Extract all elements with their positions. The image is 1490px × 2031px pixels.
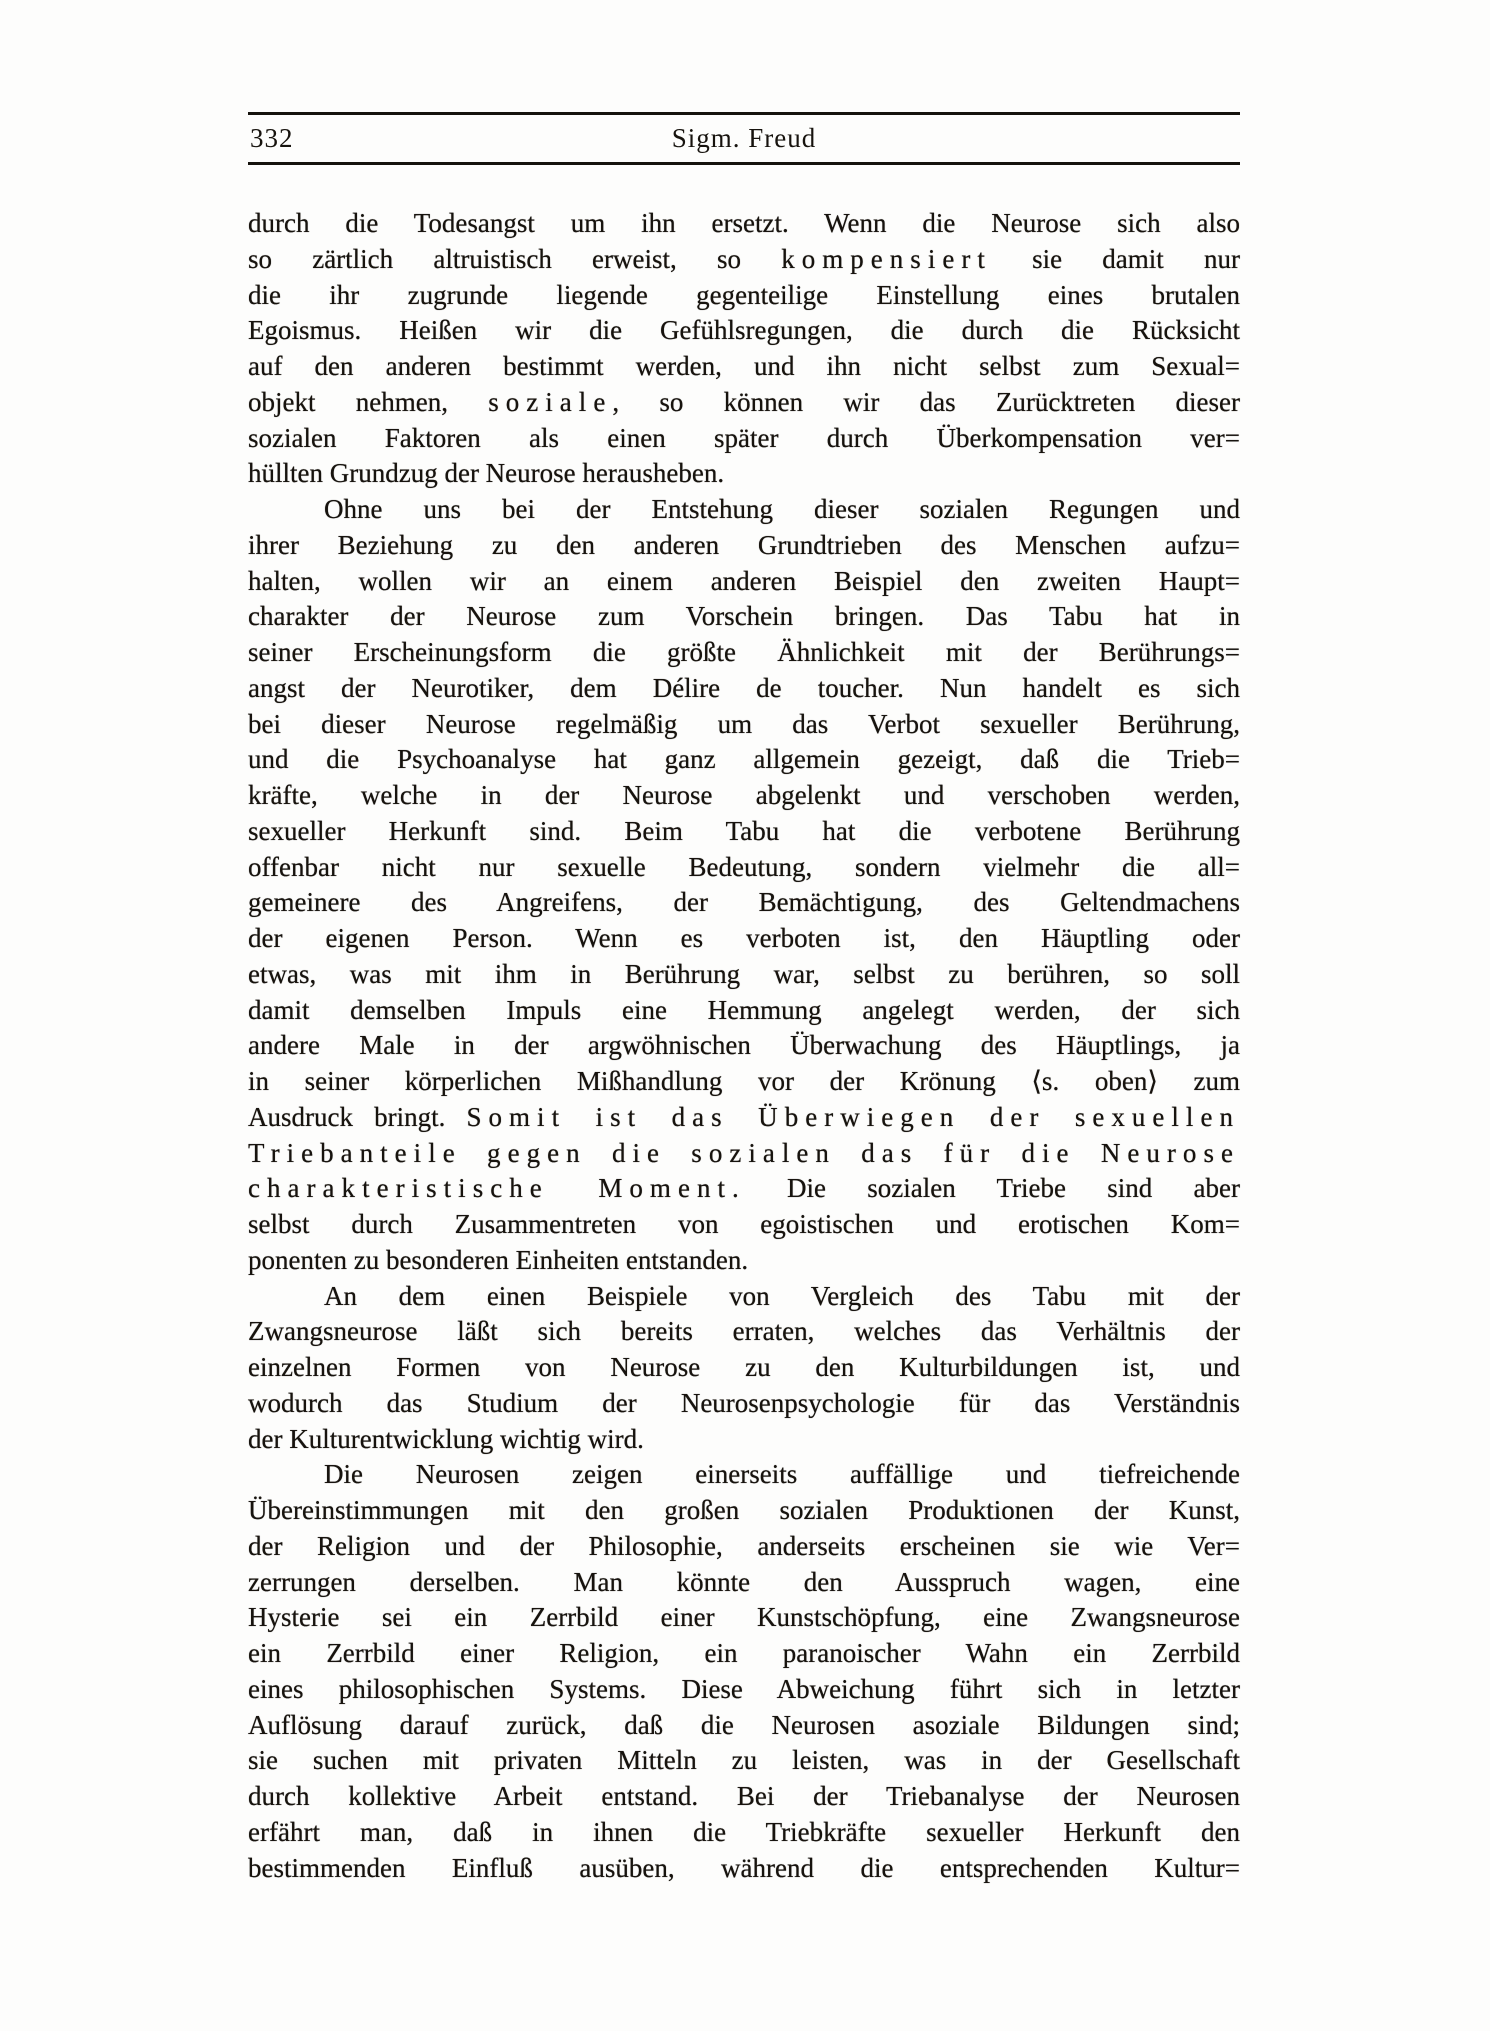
text-line bbox=[248, 242, 1240, 278]
text-run: selbst durch Zusammentreten von egoistischen und erotischen Kom= bbox=[248, 1209, 1240, 1239]
text-run: sie suchen mit privaten Mitteln zu leisten, was in der Gesellschaft bbox=[248, 1745, 1240, 1776]
page-number: 332 bbox=[250, 123, 294, 153]
text-run: auf den anderen bestimmt werden, und ihn nicht selbst zum Sexual= bbox=[248, 351, 1240, 381]
text-run: andere Male in der argwöhnischen Überwachung des Häuptlings, ja bbox=[248, 1030, 1240, 1061]
text-line bbox=[248, 278, 1240, 314]
text-run: , so können wir das Zurücktreten dieser bbox=[612, 386, 1240, 417]
text-run: sexueller Herkunft sind. Beim Tabu hat die verbotene Berührung bbox=[248, 815, 1240, 846]
text-run: hüllten Grundzug der Neurose herausheben. bbox=[248, 458, 725, 489]
text-line bbox=[248, 385, 1240, 421]
text-run: eines philosophischen Systems. Diese Abweichung führt sich in letzter bbox=[248, 1673, 1240, 1704]
text-line bbox=[248, 1636, 1240, 1672]
letter-spaced-emphasis: Somit ist das Überwiegen der sexuellen bbox=[466, 1101, 1240, 1132]
text-line bbox=[248, 1314, 1240, 1350]
text-run: Hysterie sei ein Zerrbild einer Kunstschöpfung, eine Zwangsneurose bbox=[248, 1602, 1240, 1633]
text-line bbox=[248, 850, 1240, 886]
text-line bbox=[248, 1064, 1240, 1100]
text-run: durch die Todesangst um ihn ersetzt. Wenn die Neurose sich also bbox=[248, 208, 1240, 238]
text-run: ihrer Beziehung zu den anderen Grundtrieben des Menschen aufzu= bbox=[248, 529, 1240, 560]
text-line bbox=[248, 1243, 1240, 1279]
text-line bbox=[248, 1422, 1240, 1458]
text-line bbox=[248, 993, 1240, 1029]
text-run: in seiner körperlichen Mißhandlung vor der Krönung ⟨s. oben⟩ zum bbox=[248, 1066, 1240, 1096]
text-run: offenbar nicht nur sexuelle Bedeutung, sondern vielmehr die all= bbox=[248, 851, 1240, 882]
text-run: objekt nehmen, bbox=[248, 386, 489, 417]
letter-spaced-emphasis: soziale bbox=[488, 386, 613, 417]
text-line bbox=[248, 349, 1240, 385]
text-line bbox=[248, 814, 1240, 850]
text-line bbox=[248, 1529, 1240, 1565]
paragraph bbox=[248, 206, 1240, 492]
text-run: wodurch das Studium der Neurosenpsychologie für das Verständnis bbox=[248, 1387, 1240, 1418]
text-line bbox=[248, 1779, 1240, 1815]
text-run: bestimmenden Einfluß ausüben, während die entsprechenden Kultur= bbox=[248, 1852, 1240, 1883]
text-line bbox=[248, 1851, 1240, 1887]
text-line bbox=[248, 1708, 1240, 1744]
text-run: sie damit nur bbox=[991, 243, 1240, 274]
text-line bbox=[248, 635, 1240, 671]
text-run: damit demselben Impuls eine Hemmung angelegt werden, der sich bbox=[248, 994, 1240, 1025]
text-line bbox=[248, 1815, 1240, 1851]
text-line bbox=[248, 1457, 1240, 1493]
text-line bbox=[248, 1136, 1240, 1172]
text-run: halten, wollen wir an einem anderen Beispiel den zweiten Haupt= bbox=[248, 565, 1240, 596]
paragraph bbox=[248, 492, 1240, 1279]
text-line bbox=[248, 1743, 1240, 1779]
text-line bbox=[248, 1279, 1240, 1315]
text-run: so zärtlich altruistisch erweist, so bbox=[248, 243, 782, 274]
text-run: Egoismus. Heißen wir die Gefühlsregungen, die durch die Rücksicht bbox=[248, 315, 1240, 346]
text-run: sozialen Faktoren als einen später durch Überkompensation ver= bbox=[248, 422, 1240, 453]
text-run: Die Neurosen zeigen einerseits auffällige und tiefreichende bbox=[324, 1459, 1240, 1490]
running-header bbox=[248, 112, 1240, 165]
text-line bbox=[248, 778, 1240, 814]
text-line bbox=[248, 957, 1240, 993]
text-line bbox=[248, 456, 1240, 492]
text-line bbox=[248, 1207, 1240, 1243]
text-line bbox=[248, 1600, 1240, 1636]
text-run: durch kollektive Arbeit entstand. Bei der Triebanalyse der Neurosen bbox=[248, 1781, 1240, 1811]
text-line bbox=[248, 1350, 1240, 1386]
text-line bbox=[248, 1672, 1240, 1708]
text-line bbox=[248, 1028, 1240, 1064]
text-run: Auflösung darauf zurück, daß die Neurosen asoziale Bildungen sind; bbox=[248, 1709, 1240, 1740]
text-line bbox=[248, 1565, 1240, 1601]
text-line bbox=[248, 742, 1240, 778]
text-line bbox=[248, 528, 1240, 564]
text-run: Ohne uns bei der Entstehung dieser sozialen Regungen und bbox=[324, 494, 1240, 524]
paragraph bbox=[248, 1279, 1240, 1458]
text-line bbox=[248, 1100, 1240, 1136]
text-run: Die sozialen Triebe sind aber bbox=[745, 1173, 1240, 1204]
letter-spaced-emphasis: kompensiert bbox=[781, 243, 992, 274]
text-line bbox=[248, 313, 1240, 349]
text-run: angst der Neurotiker, dem Délire de toucher. Nun handelt es sich bbox=[248, 672, 1240, 703]
text-run: gemeinere des Angreifens, der Bemächtigung, des Geltendmachens bbox=[248, 887, 1240, 918]
text-run: Übereinstimmungen mit den großen sozialen Produktionen der Kunst, bbox=[248, 1495, 1240, 1525]
text-line bbox=[248, 599, 1240, 635]
text-line bbox=[248, 421, 1240, 457]
letter-spaced-emphasis: Triebanteile gegen die sozialen das für die Neurose bbox=[248, 1137, 1240, 1168]
running-head-title: Sigm. Freud bbox=[671, 123, 817, 153]
text-run: die ihr zugrunde liegende gegenteilige Einstellung eines brutalen bbox=[248, 279, 1240, 310]
text-line bbox=[248, 885, 1240, 921]
text-run: Ausdruck bringt. bbox=[248, 1101, 467, 1132]
text-line bbox=[248, 1493, 1240, 1529]
text-line bbox=[248, 492, 1240, 528]
text-run: kräfte, welche in der Neurose abgelenkt und verschoben werden, bbox=[248, 780, 1240, 810]
text-run: erfährt man, daß in ihnen die Triebkräfte sexueller Herkunft den bbox=[248, 1816, 1240, 1847]
paragraph bbox=[248, 1457, 1240, 1886]
text-run: bei dieser Neurose regelmäßig um das Verbot sexueller Berührung, bbox=[248, 708, 1240, 739]
text-line bbox=[248, 1386, 1240, 1422]
page-body bbox=[248, 206, 1240, 1886]
text-line bbox=[248, 1171, 1240, 1207]
text-run: und die Psychoanalyse hat ganz allgemein gezeigt, daß die Trieb= bbox=[248, 744, 1240, 775]
text-run: der Religion und der Philosophie, anderseits erscheinen sie wie Ver= bbox=[248, 1530, 1240, 1561]
text-run: zerrungen derselben. Man könnte den Ausspruch wagen, eine bbox=[248, 1566, 1240, 1597]
text-line bbox=[248, 921, 1240, 957]
text-run: ponenten zu besonderen Einheiten entstanden. bbox=[248, 1244, 749, 1275]
text-run: An dem einen Beispiele von Vergleich des Tabu mit der bbox=[324, 1280, 1240, 1311]
letter-spaced-emphasis: charakteristische Moment. bbox=[248, 1173, 746, 1204]
text-run: charakter der Neurose zum Vorschein bringen. Das Tabu hat in bbox=[248, 601, 1240, 632]
text-run: etwas, was mit ihm in Berührung war, selbst zu berühren, so soll bbox=[248, 958, 1240, 989]
text-run: ein Zerrbild einer Religion, ein paranoischer Wahn ein Zerrbild bbox=[248, 1638, 1240, 1668]
text-line bbox=[248, 564, 1240, 600]
text-run: seiner Erscheinungsform die größte Ähnlichkeit mit der Berührungs= bbox=[248, 637, 1240, 667]
text-run: Zwangsneurose läßt sich bereits erraten, welches das Verhältnis der bbox=[248, 1316, 1240, 1347]
text-run: der eigenen Person. Wenn es verboten ist, den Häuptling oder bbox=[248, 923, 1240, 953]
text-run: der Kulturentwicklung wichtig wird. bbox=[248, 1423, 644, 1454]
text-line bbox=[248, 671, 1240, 707]
text-run: einzelnen Formen von Neurose zu den Kulturbildungen ist, und bbox=[248, 1352, 1240, 1382]
text-line bbox=[248, 206, 1240, 242]
text-line bbox=[248, 707, 1240, 743]
